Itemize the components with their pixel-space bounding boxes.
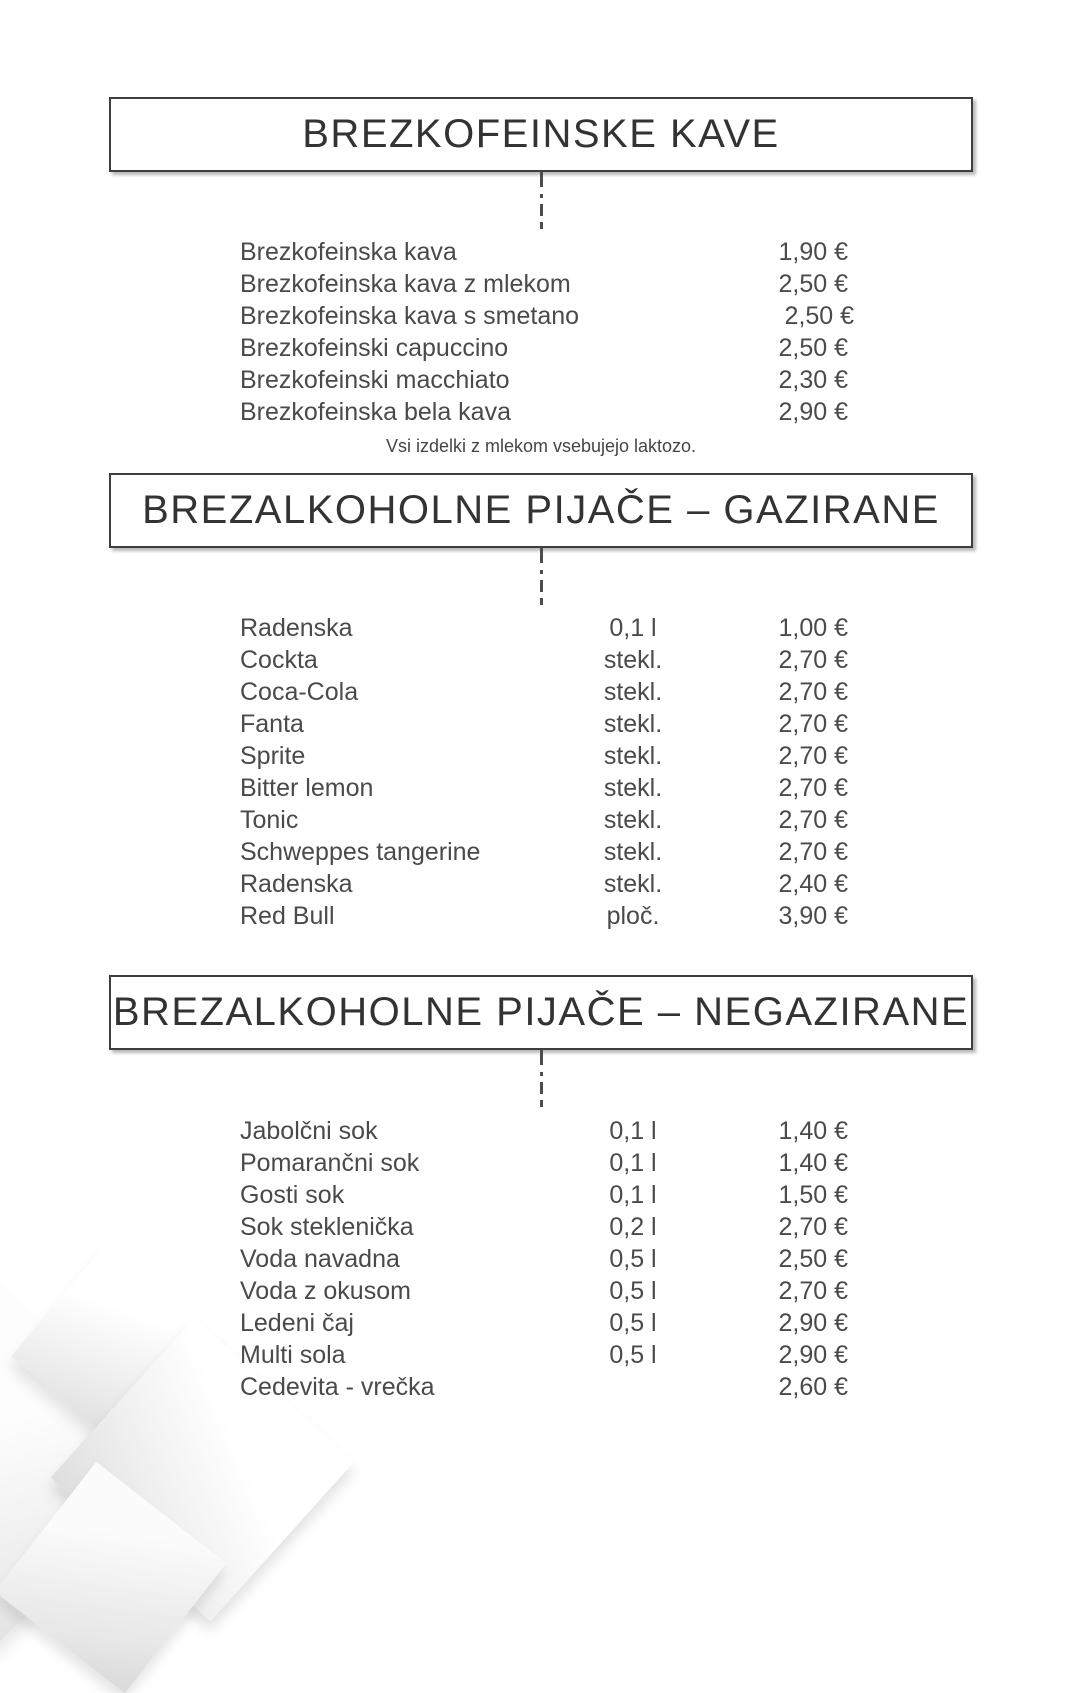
menu-item-row (240, 740, 848, 772)
item-size: 0,1 l (609, 613, 657, 642)
menu-items-list (240, 612, 848, 932)
menu-item-row (240, 900, 848, 932)
item-name: Brezkofeinska bela kava (240, 397, 511, 426)
item-name: Sprite (240, 741, 306, 770)
menu-item-row (240, 364, 848, 396)
item-name: Brezkofeinski macchiato (240, 365, 510, 394)
item-name: Radenska (240, 613, 353, 642)
item-size: stekl. (603, 773, 663, 802)
section-title-box (109, 975, 973, 1050)
menu-item-row (240, 836, 848, 868)
menu-items-list (240, 1115, 848, 1403)
item-price: 1,40 € (778, 1116, 848, 1145)
menu-item-row (240, 332, 848, 364)
item-size: ploč. (606, 901, 660, 930)
item-price: 2,70 € (778, 709, 848, 738)
menu-item-row (240, 1147, 848, 1179)
item-name: Brezkofeinski capuccino (240, 333, 509, 362)
item-name: Jabolčni sok (240, 1116, 378, 1145)
item-size: stekl. (603, 709, 663, 738)
item-price: 2,60 € (778, 1372, 848, 1401)
lactose-note: Vsi izdelki z mlekom vsebujejo laktozo. (385, 436, 697, 456)
section-title-box (109, 97, 973, 172)
item-price: 2,70 € (778, 677, 848, 706)
item-price: 2,50 € (778, 333, 848, 362)
item-price: 2,40 € (778, 869, 848, 898)
item-price: 2,70 € (778, 1276, 848, 1305)
item-price: 1,90 € (778, 237, 848, 266)
menu-item-row (240, 236, 848, 268)
item-name: Bitter lemon (240, 773, 374, 802)
item-name: Brezkofeinska kava s smetano (240, 301, 580, 330)
section-title: BREZALKOHOLNE PIJAČE – NEGAZIRANE (112, 990, 970, 1034)
menu-page (0, 97, 1082, 1403)
item-price: 2,70 € (778, 773, 848, 802)
menu-item-row (240, 868, 848, 900)
item-name: Pomarančni sok (240, 1148, 420, 1177)
item-name: Sok steklenička (240, 1212, 414, 1241)
item-name: Cedevita - vrečka (240, 1372, 435, 1401)
item-name: Tonic (240, 805, 299, 834)
dash-dot-connector-line (540, 172, 543, 229)
menu-item-row (240, 708, 848, 740)
item-size: 0,1 l (609, 1116, 657, 1145)
item-price: 2,70 € (778, 741, 848, 770)
menu-item-row (240, 300, 855, 332)
item-size: stekl. (603, 837, 663, 866)
item-price: 2,70 € (778, 837, 848, 866)
item-price: 2,70 € (778, 805, 848, 834)
item-size: stekl. (603, 869, 663, 898)
menu-item-row (240, 1243, 848, 1275)
item-name: Fanta (240, 709, 304, 738)
menu-item-row (240, 1307, 848, 1339)
menu-item-row (240, 612, 848, 644)
item-price: 2,70 € (778, 645, 848, 674)
item-name: Coca-Cola (240, 677, 359, 706)
item-name: Red Bull (240, 901, 335, 930)
item-name: Cockta (240, 645, 318, 674)
item-size: 0,1 l (609, 1180, 657, 1209)
item-name: Brezkofeinska kava z mlekom (240, 269, 571, 298)
item-size: stekl. (603, 805, 663, 834)
item-name: Voda navadna (240, 1244, 400, 1273)
menu-item-row (240, 396, 848, 428)
item-size: 0,5 l (609, 1308, 657, 1337)
menu-item-row (240, 1115, 848, 1147)
menu-item-row (240, 804, 848, 836)
item-price: 3,90 € (778, 901, 848, 930)
item-name: Brezkofeinska kava (240, 237, 457, 266)
menu-item-row (240, 268, 848, 300)
item-name: Gosti sok (240, 1180, 345, 1209)
section-noncarbonated-drinks (0, 975, 1082, 1403)
menu-item-row (240, 1275, 848, 1307)
menu-item-row (240, 1211, 848, 1243)
menu-item-row (240, 1371, 848, 1403)
item-price: 2,50 € (784, 301, 855, 330)
item-price: 2,50 € (778, 1244, 848, 1273)
item-price: 1,40 € (778, 1148, 848, 1177)
item-size: 0,5 l (609, 1340, 657, 1369)
item-name: Schweppes tangerine (240, 837, 481, 866)
item-price: 2,50 € (778, 269, 848, 298)
item-size: 0,1 l (609, 1148, 657, 1177)
item-size: 0,2 l (609, 1212, 657, 1241)
item-size: stekl. (603, 677, 663, 706)
menu-item-row (240, 1179, 848, 1211)
dash-dot-connector-line (540, 548, 543, 605)
item-size: 0,5 l (609, 1276, 657, 1305)
section-title-box (109, 473, 973, 548)
item-size: stekl. (603, 741, 663, 770)
item-size: 0,5 l (609, 1244, 657, 1273)
item-price: 2,70 € (778, 1212, 848, 1241)
section-title: BREZKOFEINSKE KAVE (302, 112, 780, 156)
item-name: Voda z okusom (240, 1276, 411, 1305)
menu-item-row (240, 772, 848, 804)
item-name: Multi sola (240, 1340, 346, 1369)
item-price: 2,30 € (778, 365, 848, 394)
item-price: 2,90 € (778, 397, 848, 426)
menu-item-row (240, 1339, 848, 1371)
menu-items-list (240, 236, 855, 428)
item-name: Ledeni čaj (240, 1308, 354, 1337)
item-price: 2,90 € (778, 1340, 848, 1369)
item-price: 2,90 € (778, 1308, 848, 1337)
section-decaf-coffees (0, 97, 1082, 458)
section-carbonated-drinks (0, 473, 1082, 932)
item-price: 1,00 € (778, 613, 848, 642)
item-price: 1,50 € (778, 1180, 848, 1209)
menu-item-row (240, 644, 848, 676)
menu-item-row (240, 676, 848, 708)
item-size: stekl. (603, 645, 663, 674)
dash-dot-connector-line (540, 1050, 543, 1107)
item-name: Radenska (240, 869, 353, 898)
section-title: BREZALKOHOLNE PIJAČE – GAZIRANE (142, 488, 940, 532)
